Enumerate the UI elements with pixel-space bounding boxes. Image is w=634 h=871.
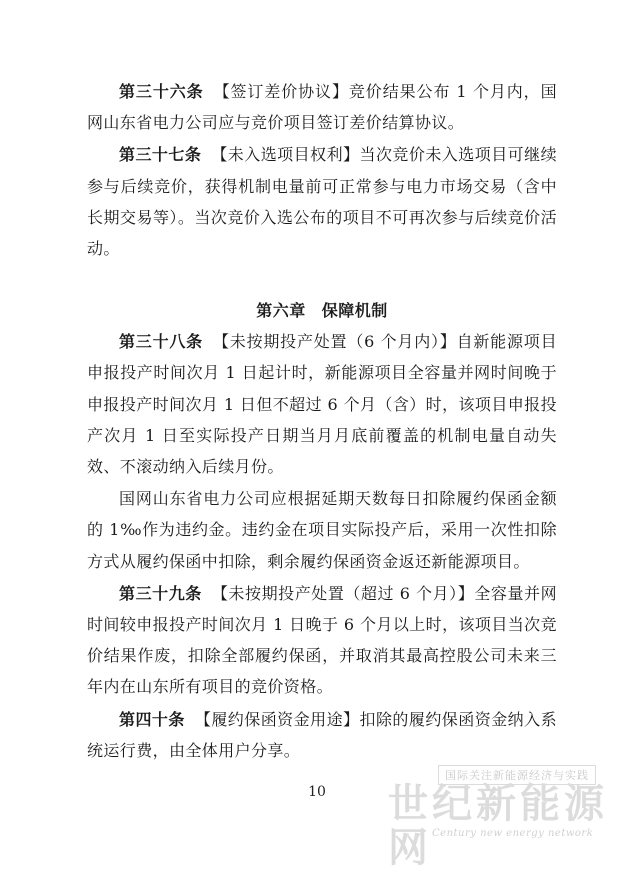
article-text: 【履约保函资金用途】扣除的履约保函资金纳入系统运行费，由全体用户分享。: [87, 709, 557, 760]
watermark-tagline: 国际关注新能源经济与实践: [438, 765, 596, 785]
article-text: 【签订差价协议】竞价结果公布 1 个月内，国网山东省电力公司应与竞价项目签订差价结算协议。: [87, 82, 557, 133]
article-text: 【未按期投产处置（6 个月内）】自新能源项目申报投产时间次月 1 日起计时，新能源项目全容量并网时间晚于申报投产时间次月 1 日但不超过 6 个月（含）时，该项目申报投产次月 1 日至实际投产日期当月月底前覆盖的机制电量自动失效、不滚动纳入后续月份。: [87, 332, 557, 477]
article-number: 第三十九条: [119, 583, 202, 603]
watermark-english: Century new energy network: [432, 828, 594, 839]
article-number: 第三十六条: [119, 82, 204, 101]
article-36: [87, 76, 557, 138]
chapter-number: 第六章: [256, 301, 306, 321]
article-37: [87, 139, 557, 264]
chapter-heading: [87, 295, 557, 326]
document-body: [87, 76, 557, 767]
article-number: 第四十条: [119, 709, 185, 729]
article-number: 第三十八条: [119, 332, 203, 352]
article-text: 【未入选项目权利】当次竞价未入选项目可继续参与后续竞价，获得机制电量前可正常参与电力市场交易（含中长期交易等）。当次竞价入选公布的项目不可再次参与后续竞价活动。: [87, 145, 557, 259]
article-40: [87, 704, 557, 766]
article-text: 【未按期投产处置（超过 6 个月）】全容量并网时间较申报投产时间次月 1 日晚于 6 个月以上时，该项目当次竞价结果作废，扣除全部履约保函，并取消其最高控股公司未来三年内在山东所有项目的竞价资格。: [87, 583, 557, 697]
watermark-logo: 世纪新能源网: [388, 780, 608, 871]
page-number: 10: [308, 784, 326, 800]
chapter-title: 保障机制: [321, 301, 388, 321]
article-39: [87, 578, 557, 703]
article-38: [87, 326, 557, 482]
paragraph-penalty: 国网山东省电力公司应根据延期天数每日扣除履约保函金额的 1‰作为违约金。违约金在项目实际投产后，采用一次性扣除方式从履约保函中扣除，剩余履约保函资金返还新能源项目。: [87, 489, 557, 571]
article-number: 第三十七条: [119, 145, 202, 165]
